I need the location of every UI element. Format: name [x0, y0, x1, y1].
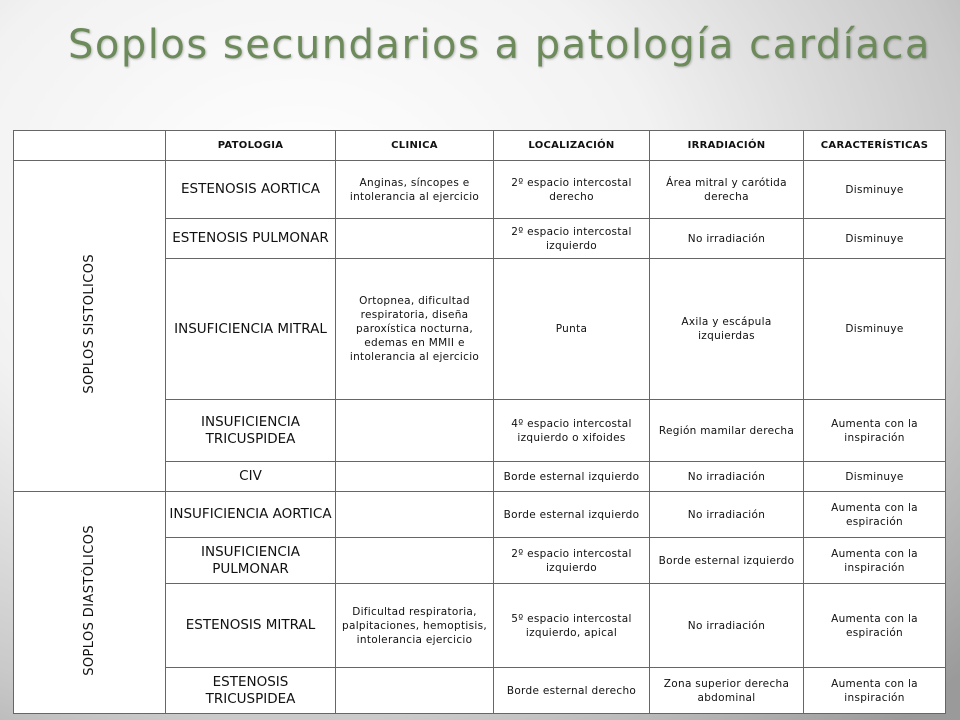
cell-location: Borde esternal izquierdo	[494, 492, 650, 538]
header-radiation: IRRADIACIÓN	[650, 131, 804, 161]
cell-clinical	[336, 492, 494, 538]
cell-radiation: Axila y escápula izquierdas	[650, 259, 804, 400]
cell-clinical	[336, 668, 494, 714]
cell-clinical	[336, 462, 494, 492]
cell-location: 2º espacio intercostal derecho	[494, 161, 650, 219]
cell-pathology: ESTENOSIS AORTICA	[166, 161, 336, 219]
cell-features: Disminuye	[804, 259, 946, 400]
header-pathology: PATOLOGIA	[166, 131, 336, 161]
cell-location: 2º espacio intercostal izquierdo	[494, 219, 650, 259]
table-row	[14, 492, 946, 538]
cell-radiation: Área mitral y carótida derecha	[650, 161, 804, 219]
header-row	[14, 131, 946, 161]
cell-pathology: CIV	[166, 462, 336, 492]
cell-features: Disminuye	[804, 219, 946, 259]
cell-features: Aumenta con la inspiración	[804, 668, 946, 714]
cell-clinical: Anginas, síncopes e intolerancia al ejercicio	[336, 161, 494, 219]
cell-features: Aumenta con la espiración	[804, 584, 946, 668]
header-clinical: CLINICA	[336, 131, 494, 161]
cell-radiation: No irradiación	[650, 219, 804, 259]
cell-pathology: ESTENOSIS TRICUSPIDEA	[166, 668, 336, 714]
cell-radiation: No irradiación	[650, 462, 804, 492]
cell-radiation: Borde esternal izquierdo	[650, 538, 804, 584]
cell-pathology: INSUFICIENCIA MITRAL	[166, 259, 336, 400]
cell-pathology: ESTENOSIS MITRAL	[166, 584, 336, 668]
cell-clinical	[336, 219, 494, 259]
cell-location: 2º espacio intercostal izquierdo	[494, 538, 650, 584]
group-diastolic	[14, 492, 166, 714]
cell-features: Disminuye	[804, 462, 946, 492]
cell-clinical	[336, 400, 494, 462]
cell-clinical: Ortopnea, dificultad respiratoria, diseña paroxística nocturna, edemas en MMII e intolerancia al ejercicio	[336, 259, 494, 400]
cell-clinical	[336, 538, 494, 584]
cell-radiation: Zona superior derecha abdominal	[650, 668, 804, 714]
murmur-table	[13, 130, 946, 714]
slide-title: Soplos secundarios a patología cardíaca	[68, 22, 931, 68]
cell-features: Aumenta con la inspiración	[804, 538, 946, 584]
group-label: SOPLOS DIASTÓLICOS	[82, 525, 97, 676]
cell-pathology: INSUFICIENCIA PULMONAR	[166, 538, 336, 584]
cell-features: Aumenta con la inspiración	[804, 400, 946, 462]
header-features: CARACTERÍSTICAS	[804, 131, 946, 161]
cell-features: Aumenta con la espiración	[804, 492, 946, 538]
cell-location: Punta	[494, 259, 650, 400]
cell-pathology: INSUFICIENCIA TRICUSPIDEA	[166, 400, 336, 462]
cell-location: Borde esternal izquierdo	[494, 462, 650, 492]
group-systolic	[14, 161, 166, 492]
cell-location: Borde esternal derecho	[494, 668, 650, 714]
header-location: LOCALIZACIÓN	[494, 131, 650, 161]
table-row	[14, 161, 946, 219]
cell-radiation: Región mamilar derecha	[650, 400, 804, 462]
cell-features: Disminuye	[804, 161, 946, 219]
group-label: SOPLOS SISTOLICOS	[82, 254, 97, 394]
header-corner	[14, 131, 166, 161]
cell-radiation: No irradiación	[650, 584, 804, 668]
cell-location: 5º espacio intercostal izquierdo, apical	[494, 584, 650, 668]
cell-clinical: Dificultad respiratoria, palpitaciones, hemoptisis, intolerancia ejercicio	[336, 584, 494, 668]
cell-pathology: INSUFICIENCIA AORTICA	[166, 492, 336, 538]
cell-radiation: No irradiación	[650, 492, 804, 538]
cell-pathology: ESTENOSIS PULMONAR	[166, 219, 336, 259]
cell-location: 4º espacio intercostal izquierdo o xifoides	[494, 400, 650, 462]
